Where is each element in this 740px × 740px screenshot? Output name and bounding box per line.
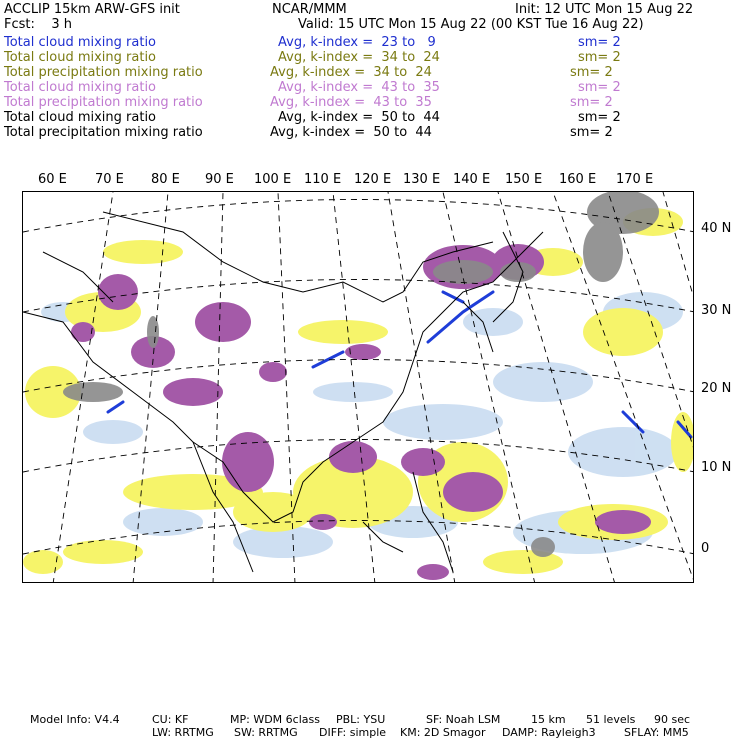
legend-field: Total cloud mixing ratio [4,35,157,50]
lon-label: 140 E [453,172,491,187]
lat-label: 0 [701,541,710,556]
footer-sflay: SFLAY: MM5 [624,726,689,739]
lat-label: 20 N [701,381,732,396]
lon-label: 160 E [559,172,597,187]
lat-label: 40 N [701,221,732,236]
legend-avg: Avg, k-index = 50 to 44 [278,110,440,125]
footer-model-info: Model Info: V4.4 [30,713,120,726]
lat-label: 30 N [701,303,732,318]
lon-label: 170 E [616,172,654,187]
footer-pbl: PBL: YSU [336,713,386,726]
lon-label: 60 E [38,172,67,187]
map-canvas [23,192,694,583]
lon-label: 130 E [403,172,441,187]
footer-damp: DAMP: Rayleigh3 [502,726,596,739]
footer-resolution: 15 km [531,713,566,726]
init-time: Init: 12 UTC Mon 15 Aug 22 [515,2,694,17]
lat-label: 10 N [701,460,732,475]
footer-lw: LW: RRTMG [152,726,214,739]
legend-sm: sm= 2 [570,125,613,140]
legend-avg: Avg, k-index = 34 to 24 [278,50,440,65]
legend-sm: sm= 2 [578,80,621,95]
footer-diff: DIFF: simple [319,726,387,739]
footer-km: KM: 2D Smagor [400,726,486,739]
legend-avg: Avg, k-index = 23 to 9 [278,35,436,50]
forecast-map [22,191,694,583]
legend-avg: Avg, k-index = 34 to 24 [270,65,432,80]
lon-label: 70 E [95,172,124,187]
footer-mp: MP: WDM 6class [230,713,320,726]
lon-label: 120 E [354,172,392,187]
legend-sm: sm= 2 [578,110,621,125]
legend-field: Total precipitation mixing ratio [4,65,203,80]
lon-label: 90 E [205,172,234,187]
footer-levels: 51 levels [586,713,636,726]
footer-timestep: 90 sec [654,713,691,726]
legend-avg: Avg, k-index = 50 to 44 [270,125,432,140]
center-label: NCAR/MMM [272,2,347,17]
forecast-hour: Fcst: 3 h [4,17,73,32]
legend-field: Total cloud mixing ratio [4,80,157,95]
lon-label: 110 E [304,172,342,187]
footer-sf: SF: Noah LSM [426,713,501,726]
legend-sm: sm= 2 [578,35,621,50]
valid-time: Valid: 15 UTC Mon 15 Aug 22 (00 KST Tue 16 Aug 22) [298,17,644,32]
footer-cu: CU: KF [152,713,189,726]
legend-field: Total cloud mixing ratio [4,110,157,125]
legend-field: Total precipitation mixing ratio [4,125,203,140]
legend-avg: Avg, k-index = 43 to 35 [278,80,440,95]
legend-field: Total cloud mixing ratio [4,50,157,65]
legend-sm: sm= 2 [578,50,621,65]
model-title: ACCLIP 15km ARW-GFS init [4,2,180,17]
legend-sm: sm= 2 [570,95,613,110]
lon-label: 80 E [151,172,180,187]
legend-sm: sm= 2 [570,65,613,80]
lon-label: 100 E [254,172,292,187]
lon-label: 150 E [505,172,543,187]
legend-avg: Avg, k-index = 43 to 35 [270,95,432,110]
legend-field: Total precipitation mixing ratio [4,95,203,110]
footer-sw: SW: RRTMG [234,726,298,739]
